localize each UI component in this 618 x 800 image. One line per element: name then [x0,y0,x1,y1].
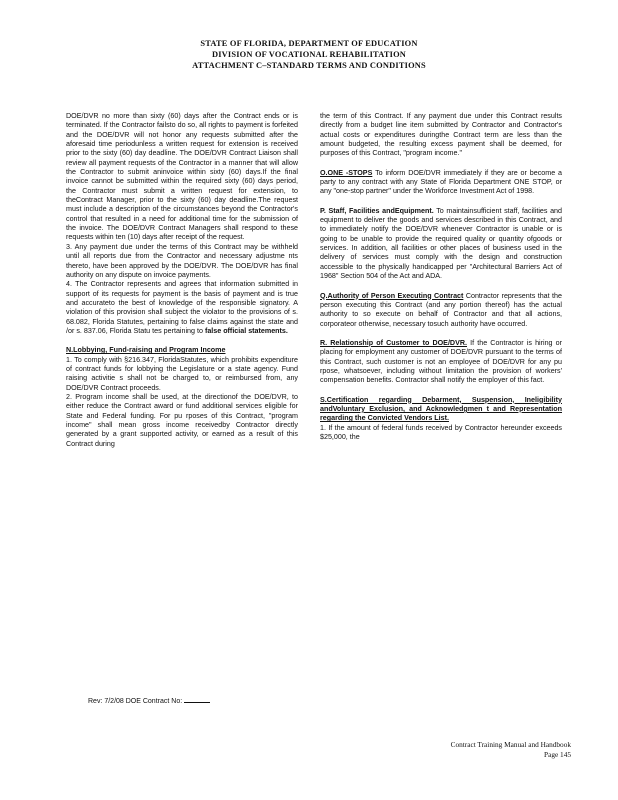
section-s-paragraph: 1. If the amount of federal funds received by Contractor hereunder exceeds $25,000, the [320,423,562,441]
right-column [320,112,562,442]
page-footer [451,740,571,760]
program-income-continued: the term of this Contract. If any payment due under this Contract results directly from a budget line item submitted by Contractor and Contractor's actual costs or expenditures duringthe Contract term are less than the amount budgeted, the resulting excess payment shall be deemed, for purposes of this Contract, "program income." [320,112,562,158]
section-n-heading: N.Lobbying, Fund-raising and Program Income [66,346,226,355]
section-r-heading: R. Relationship of Customer to DOE/DVR. [320,338,467,347]
section-o-text: To inform DOE/DVR immediately if they are or become a party to any contract with any State of Florida Department ONE STOP, or any "one-stop partner" under the Workforce Investment Act of 1998. [320,168,563,196]
footer-manual-title: Contract Training Manual and Handbook [450,740,571,749]
header-line-1: STATE OF FLORIDA, DEPARTMENT OF EDUCATION [200,39,418,48]
footer-page-number: Page 145 [544,750,571,759]
section-p [320,207,562,282]
left-column [66,112,298,449]
payment-withheld-paragraph: 3. Any payment due under the terms of this Contract may be withheld until all reports due from the Contractor and necessary adjustme nts thereto, have been approved by the DOE/DVR. The DOE/DVR has final authority on any dispute on invoice payments. [66,242,298,279]
section-o [320,169,562,197]
contract-number-blank [184,694,210,703]
payment-request-paragraph: DOE/DVR no more than sixty (60) days after the Contract ends or is terminated. If the Contractor failsto do so, all rights to payment is forfeited and the DOE/DVR will not honor any requests submitted after the aforesaid time periodunless a written request for extension is received prior to the sixty (60) day deadline. The DOE/DVR Contract Liaison shall review all payment requests of the Contractor in a manner that will allow the Contractor to submit aninvoice within sixty (60) days.If the final invoice cannot be submitted within the required sixty (60) days period, the Contractor must submit a written request for extension, to theContract Manager, prior to the sixty (60) day deadline.The request must include a description of the circumstances beyond the Contractor's control that resulted in a need for additional time for the submission of the invoice. The DOE/DVR Contract Managers shall respond to these requests within ten (10) days after receipt of the request. [66,112,298,242]
document-header [0,38,618,71]
lobbying-paragraph: 1. To comply with §216.347, FloridaStatutes, which prohibits expenditure of contract funds for lobbying the Legislature or a state agency. Fund raising activitie s shall not be charged to, or reimbursed from, any DOE/DVR Contract proceeds. [66,355,298,392]
section-q-text: Contractor represents that the person executing this Contract (and any portion thereof) has the actual authority to so execute on behalf of Contractor and that all actions, corporateor otherwise, necessary tosuch authority have occurred. [320,291,562,328]
section-o-heading: O.ONE -STOPS [320,168,373,177]
section-p-text: To maintainsufficient staff, facilities and equipment to deliver the goods and services described in this Contract, and to immediately notify the DOE/DVR whenever Contractor is unable or is going to be unable to provide the required quality or quantity ofgoods or services. In addition, all facilities or other places of business used in the delivery of services must comply with the design and construction accessible to the physically handicapped per "Architectural Barriers Act of 1968" Section 504 of the Act and ADA. [320,206,563,281]
revision-text: Rev: 7/2/08 DOE Contract No: [88,698,183,705]
representation-text: 4. The Contractor represents and agrees that information submitted in support of its requests for payment is the basis of payment and is true and accurateto the best of knowledge of the responsible signatory. A violation of this provision shall subject the violator to the provisions of s. 68.082, Florida Statutes, pertaining to false claims against the state and /or s. 837.06, Florida Statu tes pertaining to [66,280,298,335]
header-line-2: DIVISION OF VOCATIONAL REHABILITATION [211,50,407,59]
representation-paragraph [66,280,298,336]
revision-line [88,694,210,705]
false-statements-text: false official statements. [204,326,288,335]
program-income-paragraph: 2. Program income shall be used, at the directionof the DOE/DVR, to either reduce the Contract award or fund additional services eligible for State and Federal funding. For pu rposes of this Contract, "program income" shall mean gross income receivedby Contractor directly generated by a grant supported activity, or earned as a result of this Contract during [66,392,298,448]
section-r-text: If the Contractor is hiring or placing for employment any customer of DOE/DVR pursuant to the terms of this Contract, such customer is not an employee of DOE/DVR for any pu rpose, whatsoever, including without limitation the provision of workers' compensation benefits. Contractor shall notify the employer of this fact. [320,338,563,385]
section-q [320,292,562,329]
section-r [320,339,562,386]
section-p-heading: P. Staff, Facilities andEquipment. [320,206,434,215]
section-s-heading: S.Certification regarding Debarment, Suspension, Ineligibility andVoluntary Exclusion, and Acknowledgmen t and Representation regarding the Convicted Vendors List. [320,395,562,423]
header-line-3: ATTACHMENT C–STANDARD TERMS AND CONDITIONS [192,61,426,70]
section-q-heading: Q.Authority of Person Executing Contract [320,291,464,300]
